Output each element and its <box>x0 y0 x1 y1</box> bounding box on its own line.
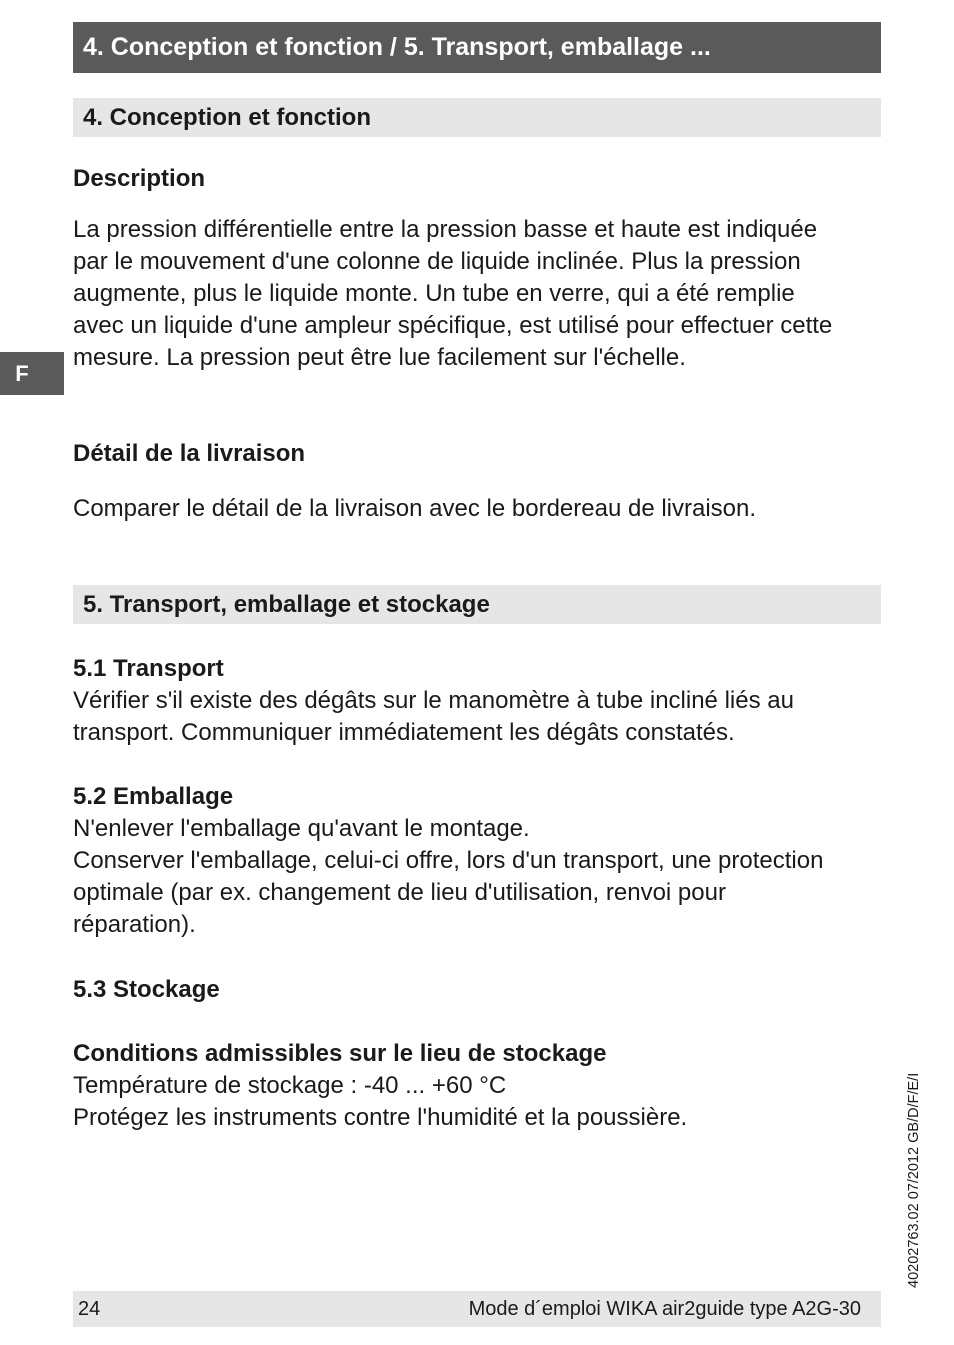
packaging-line: N'enlever l'emballage qu'avant le montage. <box>73 815 530 842</box>
description-line: La pression différentielle entre la pression basse et haute est indiquée <box>73 216 818 243</box>
packaging-line: réparation). <box>73 911 196 938</box>
language-tab: F <box>0 352 64 395</box>
packaging-text <box>73 813 823 941</box>
section-4-title: 4. Conception et fonction <box>73 98 881 137</box>
transport-text <box>73 685 794 749</box>
section-5-title: 5. Transport, emballage et stockage <box>73 585 881 624</box>
page-header-title: 4. Conception et fonction / 5. Transport, emballage ... <box>83 33 711 61</box>
storage-line: Température de stockage : -40 ... +60 °C <box>73 1072 507 1099</box>
transport-line: Vérifier s'il existe des dégâts sur le manomètre à tube incliné liés au <box>73 687 794 714</box>
delivery-text: Comparer le détail de la livraison avec le bordereau de livraison. <box>73 495 757 522</box>
description-text <box>73 214 832 374</box>
description-heading: Description <box>73 165 206 192</box>
document-code: 40202763.02 07/2012 GB/D/F/E/I <box>906 1072 922 1288</box>
transport-line: transport. Communiquer immédiatement les dégâts constatés. <box>73 719 735 746</box>
packaging-line: optimale (par ex. changement de lieu d'utilisation, renvoi pour <box>73 879 726 906</box>
storage-text <box>73 1070 687 1134</box>
transport-heading: 5.1 Transport <box>73 655 224 682</box>
delivery-heading: Détail de la livraison <box>73 440 306 467</box>
storage-conditions-heading: Conditions admissibles sur le lieu de stockage <box>73 1040 607 1067</box>
packaging-line: Conserver l'emballage, celui-ci offre, lors d'un transport, une protection <box>73 847 824 874</box>
page-number: 24 <box>78 1298 101 1320</box>
description-line: mesure. La pression peut être lue facilement sur l'échelle. <box>73 344 686 371</box>
description-line: avec un liquide d'une ampleur spécifique, est utilisé pour effectuer cette <box>73 312 833 339</box>
storage-line: Protégez les instruments contre l'humidité et la poussière. <box>73 1104 688 1131</box>
description-line: par le mouvement d'une colonne de liquide inclinée. Plus la pression <box>73 248 801 275</box>
description-line: augmente, plus le liquide monte. Un tube en verre, qui a été remplie <box>73 280 795 307</box>
footer-doc-title: Mode d´emploi WIKA air2guide type A2G-30 <box>468 1298 861 1320</box>
storage-heading: 5.3 Stockage <box>73 976 220 1003</box>
packaging-heading: 5.2 Emballage <box>73 783 234 810</box>
page-header-bar <box>73 22 881 73</box>
page-footer <box>73 1291 881 1327</box>
